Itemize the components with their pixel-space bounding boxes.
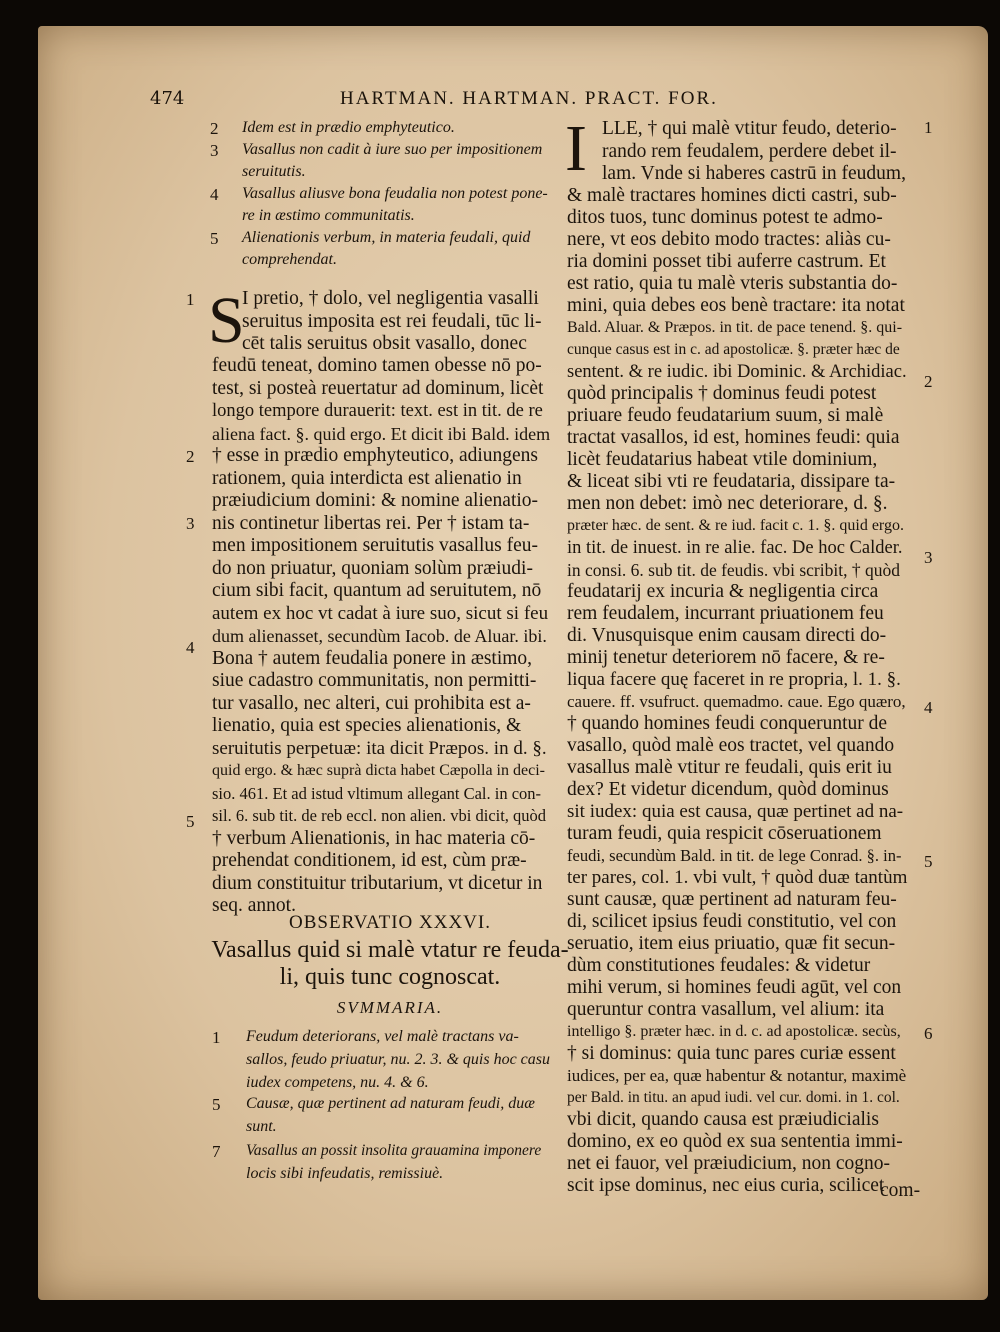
body-line: sentent. & re iudic. ibi Dominic. & Archidiac. (567, 362, 907, 382)
body-line: sit iudex: quia est causa, quæ pertinet ad na- (567, 801, 904, 822)
body-line: aliena fact. §. quid ergo. Et dicit ibi Bald. idem (212, 423, 551, 444)
right-drop-cap: I (565, 112, 587, 185)
body-line: mini, quia debes eos benè tractare: ita notat (567, 295, 905, 316)
body-line: scit ipse dominus, nec eius curia, scilicet (567, 1175, 885, 1196)
body-line: tur vasallo, nec alteri, cui prohibita est a- (212, 692, 531, 714)
summary-line: re in æstimo communitatis. (242, 207, 415, 224)
body-line: di. Vnusquisque enim causam directi do- (567, 625, 887, 646)
observatio-heading-1: Vasallus quid si malè vtatur re feuda- (211, 937, 569, 963)
body-line: prehendat conditionem, id est, cùm præ- (212, 850, 527, 871)
summary-number: 1 (212, 1028, 221, 1047)
body-line: † si dominus: quia tunc pares curiæ essent (567, 1043, 896, 1064)
summary-line: seruitutis. (242, 163, 306, 180)
catchword: com- (880, 1180, 921, 1201)
summary-number: 2 (210, 119, 219, 138)
margin-number: 6 (924, 1024, 933, 1043)
body-line: rationem, quia interdicta est alienatio in (212, 467, 522, 489)
margin-number: 2 (186, 447, 195, 466)
summary-line: Feudum deteriorans, vel malè tractans va- (246, 1028, 519, 1045)
body-line: † verbum Alienationis, in hac materia cō- (212, 827, 536, 849)
margin-number: 3 (186, 514, 195, 533)
body-line: vasallo, quòd malè eos tractet, vel quando (567, 735, 895, 756)
body-line: licèt feudatarius habeat vtile dominium, (567, 449, 878, 470)
body-line: minij tenetur deteriorem nō facere, & re- (567, 647, 885, 668)
margin-number: 5 (924, 852, 933, 871)
body-line: turam feudi, quia respicit cōseruationem (567, 823, 882, 844)
body-line: ria domini posset tibi auferre castrum. Et (567, 251, 886, 272)
body-line: sunt causæ, quæ pertinent ad naturam feu- (567, 889, 897, 910)
body-line: siue cadastro communitatis, non permitti- (212, 670, 537, 691)
body-line: est ratio, quia tu malè vteris substantia do- (567, 273, 898, 294)
body-line: liqua facere quę faceret in re propria, l. 1. §. (567, 669, 901, 690)
body-line: præter hæc. de sent. & re iud. facit c. 1. §. quid ergo. (567, 517, 904, 534)
body-line: rando rem feudalem, perdere debet il- (602, 140, 897, 162)
body-line: tractat vasallos, id est, homines feudi: quia (567, 427, 900, 448)
summary-line: Alienationis verbum, in materia feudali, quid (242, 229, 531, 246)
body-line: men non debet: imò nec deteriorare, d. §. (567, 493, 888, 514)
summary-number: 4 (210, 185, 219, 204)
observatio-heading-2: li, quis tunc cognoscat. (279, 964, 501, 990)
body-line: I pretio, † dolo, vel negligentia vasalli (242, 288, 539, 309)
body-line: feudū teneat, domino tamen obesse nō po- (212, 355, 542, 376)
summary-line: Vasallus non cadit à iure suo per impositionem (242, 141, 543, 158)
summary-number: 3 (210, 141, 219, 160)
body-line: & malè tractares homines dicti castri, sub- (567, 185, 897, 206)
summary-line: locis sibi infeudatis, remissiuè. (246, 1165, 444, 1182)
body-line: lam. Vnde si haberes castrū in feudum, (602, 163, 906, 184)
body-line: dium constituitur tributarium, vt dicetur in (212, 872, 543, 894)
body-line: feudi, secundùm Bald. in tit. de lege Conrad. §. in- (567, 846, 902, 865)
margin-number: 5 (186, 812, 195, 831)
body-line: in tit. de inuest. in re alie. fac. De hoc Calder. (567, 538, 903, 558)
observatio-title: OBSERVATIO XXXVI. (289, 912, 491, 933)
margin-number: 4 (924, 698, 933, 717)
summaria-label: SVMMARIA. (336, 998, 444, 1017)
body-line: longo tempore durauerit: text. est in tit. de re (212, 401, 543, 421)
body-line: men impositionem seruitutis vasallus feu- (212, 535, 539, 556)
body-line: nere, vt eos debito modo tractes: aliàs cu- (567, 229, 891, 250)
body-line: nis continetur libertas rei. Per † istam ta- (212, 512, 530, 534)
body-line: seruitutis perpetuæ: ita dicit Præpos. in d. §. (212, 737, 547, 759)
body-line: seruitus imposita est rei feudali, tūc li- (242, 310, 542, 332)
page-number: 474 (150, 88, 185, 109)
body-line: dum alienasset, secundùm Iacob. de Aluar. ibi. (212, 626, 547, 646)
margin-number: 3 (924, 548, 933, 567)
body-line: vbi dicit, quando causa est præiudicialis (567, 1109, 879, 1130)
body-line: priuare feudo feudatarium suum, si malè (567, 405, 884, 426)
body-line: quid ergo. & hæc suprà dicta habet Cæpolla in deci- (212, 762, 545, 779)
body-line: quòd principalis † dominus feudi potest (567, 383, 877, 404)
body-line: per Bald. in titu. an apud iudi. vel cur. domi. in 1. col. (567, 1089, 900, 1106)
summary-line: Idem est in prædio emphyteutico. (242, 119, 455, 136)
summary-line: comprehendat. (242, 251, 337, 268)
body-line: in consi. 6. sub tit. de feudis. vbi scribit, † quòd (567, 560, 900, 580)
body-line: queruntur contra vasallum, vel alium: ita (567, 999, 885, 1020)
body-line: rem feudalem, incurrant priuationem feu (567, 603, 884, 624)
summary-number: 7 (212, 1142, 221, 1161)
body-line: cēt talis seruitus obsit vasallo, donec (242, 333, 527, 354)
summary-line: iudex competens, nu. 4. & 6. (246, 1074, 429, 1091)
body-line: & liceat sibi vti re feudataria, dissipare ta- (567, 471, 896, 492)
summary-number: 5 (210, 229, 219, 248)
body-line: seq. annot. (212, 895, 296, 916)
summary-line: sallos, feudo priuatur, nu. 2. 3. & quis hoc casu (246, 1051, 551, 1068)
summary-line: Causæ, quæ pertinent ad naturam feudi, duæ (246, 1095, 535, 1112)
margin-number: 1 (186, 290, 195, 309)
body-line: cunque casus est in c. ad apostolicæ. §. præter hæc de (567, 341, 900, 358)
margin-number: 4 (186, 638, 195, 657)
body-line: iudices, per ea, quæ habentur & notantur, maximè (567, 1066, 907, 1085)
body-line: dùm constitutiones feudales: & videtur (567, 955, 871, 976)
summary-line: Vasallus an possit insolita grauamina imponere (246, 1142, 542, 1159)
body-line: Bald. Aluar. & Præpos. in tit. de pace tenend. §. qui- (567, 319, 903, 336)
body-line: LLE, † qui malè vtitur feudo, deterio- (602, 118, 897, 139)
body-line: cium sibi facit, quantum ad seruitutem, nō (212, 580, 542, 601)
summary-line: sunt. (246, 1118, 277, 1135)
body-line: seruatio, item eius priuatio, quæ fit secun- (567, 933, 896, 954)
body-line: domino, ex eo quòd ex sua sententia immi- (567, 1131, 903, 1152)
body-line: vasallus malè vtitur re feudali, quis erit iu (567, 757, 892, 778)
body-line: cauere. ff. vsufruct. quemadmo. caue. Ego quæro, (567, 692, 906, 711)
body-line: intelligo §. præter hæc. in d. c. ad apostolicæ. secùs, (567, 1023, 901, 1040)
margin-number: 1 (924, 118, 933, 137)
left-drop-cap: S (208, 284, 245, 357)
body-line: autem ex hoc vt cadat à iure suo, sicut si feu (212, 602, 549, 624)
body-line: net ei fauor, vel præiudicium, non cogno- (567, 1153, 891, 1174)
summary-number: 5 (212, 1095, 221, 1114)
body-line: lienatio, quia est species alienationis, & (212, 715, 522, 736)
body-line: præiudicium domini: & nomine alienatio- (212, 490, 539, 511)
body-line: dex? Et videtur dicendum, quòd dominus (567, 779, 889, 800)
body-line: ditos tuos, tunc dominus potest te admo- (567, 207, 883, 228)
summary-line: Vasallus aliusve bona feudalia non potest pone- (242, 185, 548, 202)
body-line: Bona † autem feudalia ponere in æstimo, (212, 647, 533, 669)
body-line: mihi verum, si homines feudi agūt, vel con (567, 977, 902, 998)
body-line: di, scilicet ipsius feudi constitutio, vel con (567, 911, 897, 932)
body-line: do non priuatur, quoniam solùm præiudi- (212, 557, 533, 579)
body-line: test, si posteà reuertatur ad dominum, licèt (212, 377, 544, 399)
body-line: † quando homines feudi conqueruntur de (567, 713, 888, 734)
margin-number: 2 (924, 372, 933, 391)
body-line: sil. 6. sub tit. de reb eccl. non alien. vbi dicit, quòd (212, 806, 547, 825)
body-line: feudatarij ex incuria & negligentia circa (567, 581, 879, 602)
body-line: † esse in prædio emphyteutico, adiungens (212, 445, 539, 466)
body-line: ter pares, col. 1. vbi vult, † quòd duæ tantùm (567, 867, 908, 888)
running-title: HARTMAN. HARTMAN. PRACT. FOR. (340, 88, 718, 109)
body-line: sio. 461. Et ad istud vltimum allegant Cal. in con- (212, 783, 542, 803)
